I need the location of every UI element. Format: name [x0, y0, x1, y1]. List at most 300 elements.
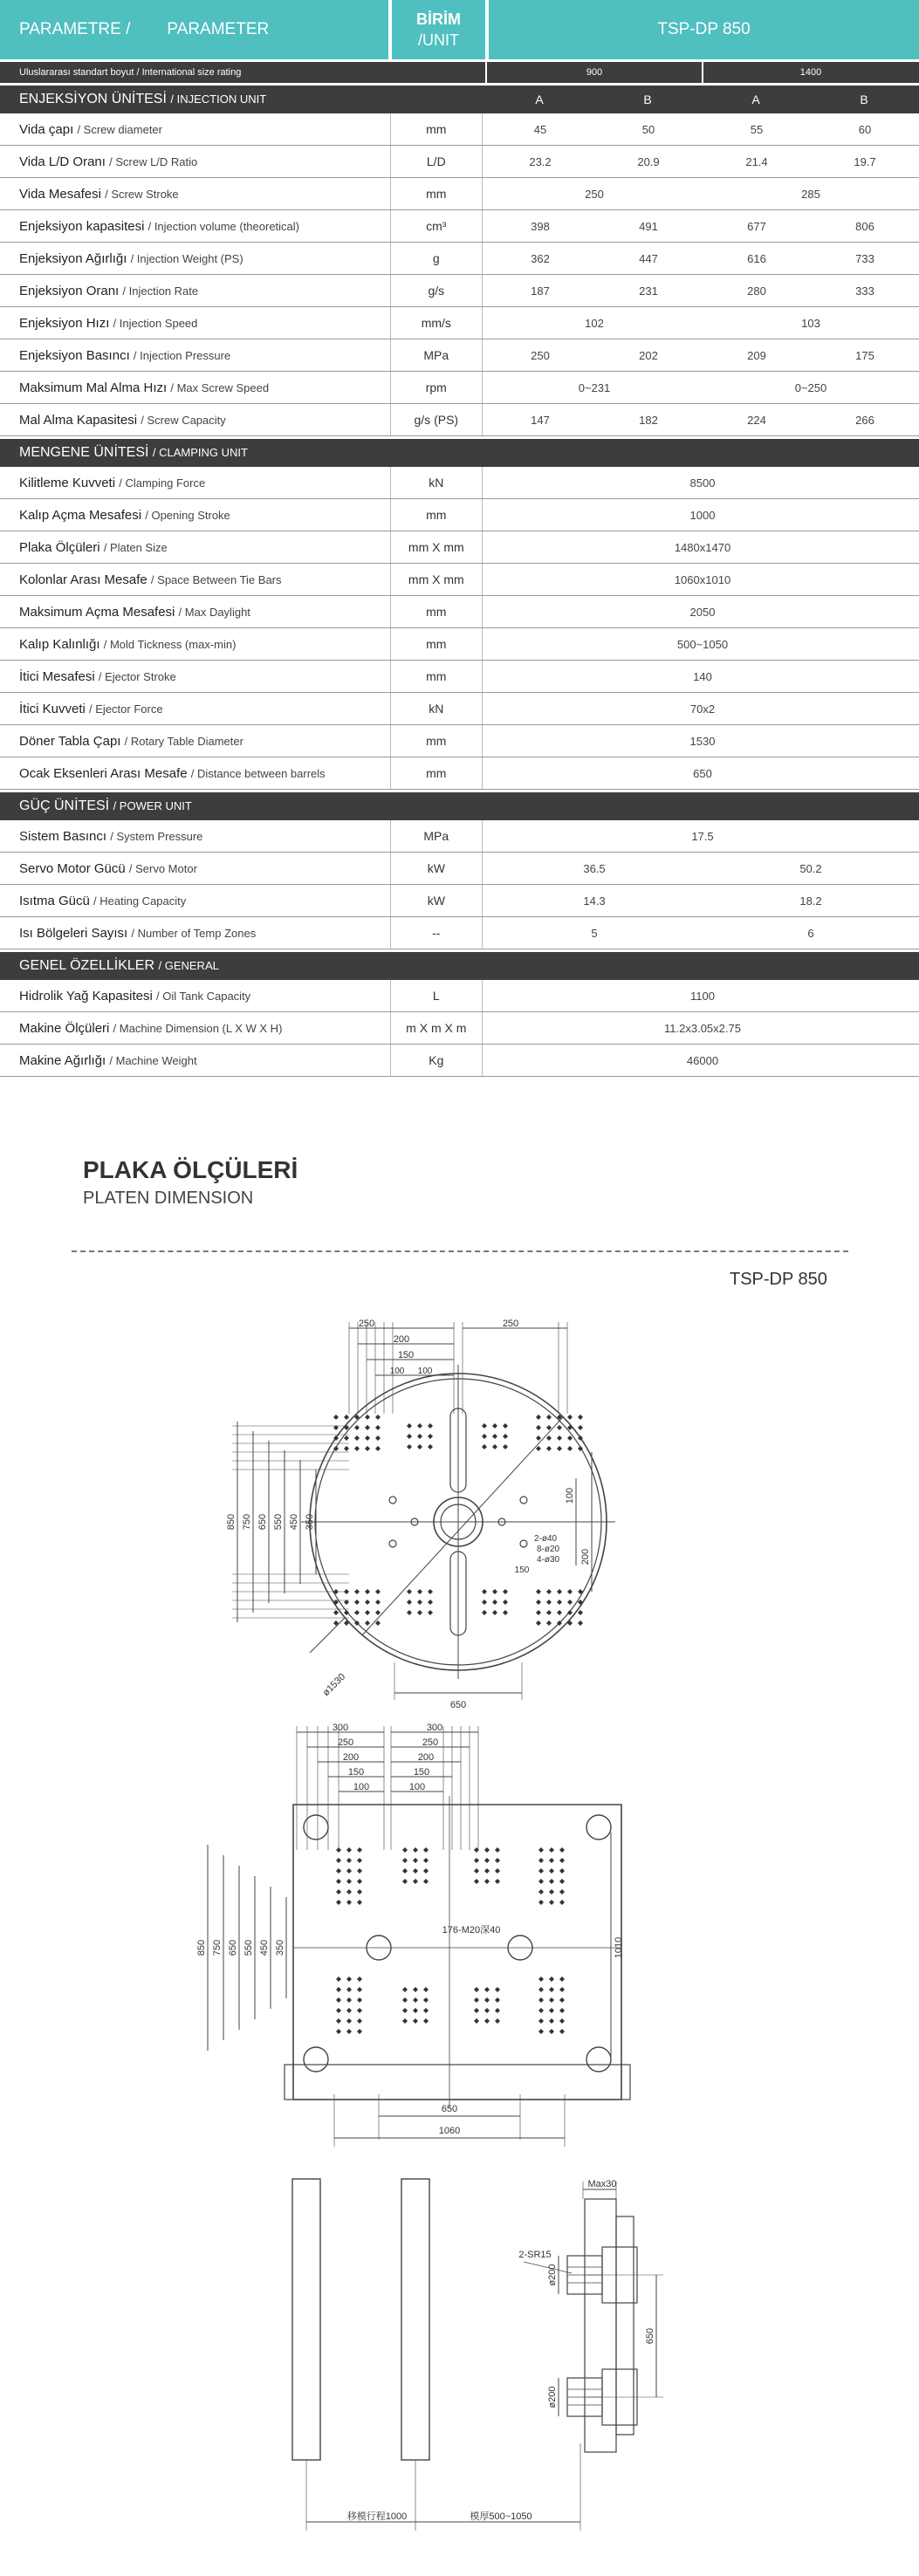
tapped-hole — [423, 1868, 429, 1874]
tapped-hole — [503, 1610, 508, 1615]
row-value: 175 — [855, 348, 874, 362]
tapped-hole — [538, 1889, 544, 1894]
row-value: 1000 — [689, 508, 716, 522]
tapped-hole — [567, 1446, 573, 1451]
dim-top-250: 250 — [422, 1737, 439, 1748]
tapped-hole — [567, 1600, 573, 1605]
dim-left-350: 350 — [275, 1939, 285, 1956]
tapped-hole — [402, 2008, 408, 2013]
tapped-hole — [546, 1600, 552, 1605]
tapped-hole — [495, 1987, 500, 1992]
dim-o200-upper: ø200 — [547, 2264, 558, 2286]
tapped-hole — [538, 2008, 544, 2013]
tapped-hole — [503, 1444, 508, 1449]
row-value: 677 — [747, 219, 766, 233]
dim-top-300: 300 — [426, 1723, 443, 1733]
tapped-hole — [538, 2018, 544, 2024]
row-value: 1060x1010 — [674, 572, 731, 586]
fixed-platen-drawing — [196, 1723, 630, 2147]
row-label-en: / Rotary Table Diameter — [124, 734, 243, 748]
row-label-en: / Injection Speed — [113, 316, 198, 330]
tapped-hole — [484, 1997, 490, 2003]
tapped-hole — [346, 2018, 352, 2024]
row-label-tr: Kalıp Kalınlığı — [19, 636, 100, 652]
barrel-body — [616, 2216, 634, 2435]
tapped-hole — [402, 2018, 408, 2024]
row-label-en: / Screw diameter — [77, 122, 162, 136]
tapped-hole — [549, 1997, 554, 2003]
row-unit: mm — [390, 725, 483, 757]
tapped-hole — [578, 1610, 583, 1615]
section-title-en: / POWER UNIT — [113, 799, 192, 812]
tapped-hole — [417, 1444, 422, 1449]
row-label-en: / Distance between barrels — [190, 766, 326, 780]
row-value: 1480x1470 — [674, 540, 731, 554]
tapped-hole — [538, 1868, 544, 1874]
row-label-tr: Makine Ağırlığı — [19, 1052, 106, 1068]
tapped-hole — [402, 1879, 408, 1884]
tapped-hole — [495, 2018, 500, 2024]
tapped-hole — [484, 1847, 490, 1853]
tapped-hole — [495, 1858, 500, 1863]
dim-left-850: 850 — [196, 1939, 207, 1956]
tapped-hole — [482, 1434, 487, 1439]
row-label-en: / Number of Temp Zones — [131, 926, 257, 940]
dim-max30: Max30 — [587, 2179, 617, 2189]
row-value: 1530 — [689, 734, 716, 748]
tapped-hole — [546, 1620, 552, 1626]
tapped-hole — [482, 1610, 487, 1615]
tapped-hole — [354, 1435, 360, 1441]
row-label-tr: Isıtma Gücü — [19, 893, 90, 908]
tapped-hole — [354, 1446, 360, 1451]
screw-type-col: B — [860, 92, 868, 106]
tapped-hole — [559, 1858, 565, 1863]
row-unit: mm/s — [390, 307, 483, 339]
side-view-drawing — [292, 2179, 663, 2531]
tapped-hole — [344, 1435, 349, 1441]
tapped-hole — [333, 1415, 339, 1420]
row-value: 202 — [639, 348, 658, 362]
section-title-en: / INJECTION UNIT — [170, 92, 267, 106]
tapped-hole — [538, 1847, 544, 1853]
row-unit: kW — [390, 885, 483, 916]
tapped-hole — [559, 1847, 565, 1853]
dim-right-100: 100 — [565, 1487, 575, 1504]
row-label-en: / System Pressure — [110, 829, 203, 843]
dim-left-650: 650 — [228, 1939, 238, 1956]
row-unit: g/s — [390, 275, 483, 306]
row-value: 362 — [531, 251, 550, 265]
dim-bottom-650: 650 — [449, 1700, 467, 1710]
row-value: 333 — [855, 284, 874, 298]
screw-type-col: A — [751, 92, 760, 106]
tapped-hole — [484, 1858, 490, 1863]
note-hole-pattern: 176-M20深40 — [442, 1925, 501, 1935]
tapped-hole — [538, 1987, 544, 1992]
tapped-hole — [357, 1977, 362, 1982]
row-unit: mm — [390, 628, 483, 660]
row-value: 733 — [855, 251, 874, 265]
dim-150: 150 — [514, 1565, 530, 1575]
diameter-leader — [310, 1618, 345, 1653]
row-value: 147 — [531, 413, 550, 427]
row-label-en: / Opening Stroke — [145, 508, 230, 522]
row-value: 280 — [747, 284, 766, 298]
dim-right-1010: 1010 — [614, 1936, 624, 1959]
tapped-hole — [549, 1847, 554, 1853]
tapped-hole — [423, 1858, 429, 1863]
tapped-hole — [413, 1997, 418, 2003]
row-value: 650 — [693, 766, 712, 780]
dim-left-650: 650 — [257, 1513, 268, 1531]
row-unit: mm — [390, 596, 483, 627]
tapped-hole — [375, 1610, 381, 1615]
bolt-hole — [389, 1497, 396, 1504]
row-unit: MPa — [390, 339, 483, 371]
tapped-hole — [495, 1879, 500, 1884]
dim-bottom-stroke: 移模行程1000 — [346, 2511, 408, 2522]
tapped-hole — [413, 2018, 418, 2024]
tapped-hole — [365, 1620, 370, 1626]
row-value: 70x2 — [689, 702, 716, 716]
row-label-en: / Screw Capacity — [141, 413, 226, 427]
tapped-hole — [357, 1987, 362, 1992]
tapped-hole — [423, 1879, 429, 1884]
row-label-en: / Ejector Force — [89, 702, 163, 716]
dim-top-100: 100 — [408, 1782, 426, 1792]
row-value: 8500 — [689, 476, 716, 490]
row-value: 55 — [750, 122, 764, 136]
row-label-en: / Injection Weight (PS) — [130, 251, 243, 265]
tie-bar-hole — [586, 2047, 611, 2072]
barrel-housing — [585, 2199, 616, 2452]
moving-platen-rotary-drawing — [226, 1319, 615, 1710]
row-label-en: / Max Daylight — [178, 605, 250, 619]
section-title-en: / CLAMPING UNIT — [152, 446, 248, 459]
row-value: 103 — [801, 316, 820, 330]
tapped-hole — [495, 2008, 500, 2013]
tapped-hole — [567, 1435, 573, 1441]
tapped-hole — [546, 1446, 552, 1451]
row-value: 187 — [531, 284, 550, 298]
tapped-hole — [492, 1610, 497, 1615]
tapped-hole — [484, 1987, 490, 1992]
tapped-hole — [346, 1868, 352, 1874]
tapped-hole — [402, 1868, 408, 1874]
row-label-tr: Ocak Eksenleri Arası Mesafe — [19, 765, 188, 781]
row-label-en: / Screw L/D Ratio — [109, 154, 198, 168]
tapped-hole — [474, 1858, 479, 1863]
tapped-hole — [346, 2008, 352, 2013]
tapped-hole — [559, 2018, 565, 2024]
dim-top-300: 300 — [332, 1723, 349, 1733]
row-value: 50 — [641, 122, 655, 136]
tapped-hole — [536, 1589, 541, 1594]
tapped-hole — [474, 1987, 479, 1992]
dim-left-850: 850 — [226, 1513, 237, 1531]
dim-top-100: 100 — [353, 1782, 370, 1792]
note-2-sr15: 2-SR15 — [518, 2250, 552, 2260]
tapped-hole — [559, 1987, 565, 1992]
tapped-hole — [546, 1425, 552, 1430]
row-value: 18.2 — [799, 894, 822, 908]
tapped-hole — [557, 1589, 562, 1594]
tapped-hole — [549, 1889, 554, 1894]
tapped-hole — [495, 1868, 500, 1874]
tapped-hole — [559, 1879, 565, 1884]
tapped-hole — [559, 2029, 565, 2034]
row-value: 140 — [693, 669, 712, 683]
row-value: 5 — [591, 926, 598, 940]
tapped-hole — [557, 1600, 562, 1605]
row-label-tr: Kolonlar Arası Mesafe — [19, 572, 147, 587]
dim-top-200: 200 — [393, 1334, 410, 1345]
section-title-tr: ENJEKSİYON ÜNİTESİ — [19, 92, 167, 106]
dim-top-150: 150 — [347, 1767, 365, 1778]
tapped-hole — [538, 1879, 544, 1884]
dim-650: 650 — [645, 2327, 655, 2345]
row-unit: m X m X m — [390, 1012, 483, 1044]
row-label-tr: Enjeksiyon Basıncı — [19, 347, 130, 363]
row-unit: rpm — [390, 372, 483, 403]
row-label-tr: Hidrolik Yağ Kapasitesi — [19, 988, 153, 1004]
dim-diameter: ø1530 — [320, 1671, 348, 1699]
dim-top-100: 100 — [417, 1367, 433, 1376]
row-label-tr: Enjeksiyon Oranı — [19, 283, 120, 298]
platen-subtitle: PLATEN DIMENSION — [83, 1189, 254, 1208]
row-unit: L/D — [390, 146, 483, 177]
tapped-hole — [354, 1600, 360, 1605]
header-unit-tr: BİRİM — [416, 10, 461, 28]
tapped-hole — [413, 1858, 418, 1863]
tapped-hole — [536, 1610, 541, 1615]
tapped-hole — [407, 1610, 412, 1615]
row-label-en: / Screw Stroke — [105, 187, 179, 201]
row-label-en: / Heating Capacity — [93, 894, 187, 908]
tapped-hole — [495, 1847, 500, 1853]
tapped-hole — [474, 1997, 479, 2003]
tapped-hole — [346, 1889, 352, 1894]
dim-top-250: 250 — [502, 1319, 519, 1329]
tapped-hole — [357, 1997, 362, 2003]
bolt-hole — [389, 1540, 396, 1547]
tapped-hole — [428, 1610, 433, 1615]
tapped-hole — [365, 1589, 370, 1594]
row-label-tr: Kilitleme Kuvveti — [19, 475, 116, 490]
tapped-hole — [536, 1620, 541, 1626]
tapped-hole — [492, 1423, 497, 1428]
moving-platen-side — [292, 2179, 320, 2460]
header-param-en: PARAMETER — [167, 20, 270, 38]
dim-left-750: 750 — [212, 1939, 223, 1956]
tapped-hole — [336, 2018, 341, 2024]
tapped-hole — [503, 1423, 508, 1428]
row-value: 21.4 — [745, 154, 768, 168]
tapped-hole — [538, 1900, 544, 1905]
tapped-hole — [354, 1425, 360, 1430]
tapped-hole — [557, 1425, 562, 1430]
row-label-tr: Mal Alma Kapasitesi — [19, 412, 138, 428]
row-unit: kN — [390, 693, 483, 724]
tapped-hole — [346, 1879, 352, 1884]
tapped-hole — [333, 1610, 339, 1615]
tapped-hole — [336, 2008, 341, 2013]
row-label-en: / Clamping Force — [119, 476, 206, 490]
tapped-hole — [417, 1610, 422, 1615]
tapped-hole — [578, 1620, 583, 1626]
row-label-en: / Max Screw Speed — [170, 380, 270, 394]
row-label-tr: Vida L/D Oranı — [19, 154, 106, 169]
tapped-hole — [549, 1900, 554, 1905]
row-value: 50.2 — [799, 861, 822, 875]
tapped-hole — [336, 1889, 341, 1894]
row-unit: mm — [390, 113, 483, 145]
tapped-hole — [536, 1415, 541, 1420]
row-label-en: / Oil Tank Capacity — [156, 989, 251, 1003]
tapped-hole — [346, 1977, 352, 1982]
row-label-en: / Space Between Tie Bars — [150, 572, 282, 586]
row-unit: g — [390, 243, 483, 274]
tapped-hole — [474, 2018, 479, 2024]
tapped-hole — [492, 1434, 497, 1439]
tapped-hole — [428, 1444, 433, 1449]
section-title-en: / GENERAL — [158, 959, 219, 972]
tapped-hole — [474, 1868, 479, 1874]
tapped-hole — [344, 1610, 349, 1615]
dim-top-100: 100 — [389, 1367, 405, 1376]
tapped-hole — [357, 2018, 362, 2024]
dim-left-350: 350 — [305, 1513, 315, 1531]
dim-left-550: 550 — [243, 1939, 254, 1956]
dim-top-200: 200 — [417, 1752, 435, 1763]
row-value: 616 — [747, 251, 766, 265]
fixed-platen-side — [401, 2179, 429, 2460]
header-param-tr: PARAMETRE / — [19, 20, 131, 38]
tapped-hole — [365, 1446, 370, 1451]
row-unit: Kg — [390, 1045, 483, 1076]
tapped-hole — [492, 1589, 497, 1594]
platen-outline — [293, 1805, 621, 2100]
row-label-tr: Döner Tabla Çapı — [19, 733, 121, 749]
tapped-hole — [536, 1435, 541, 1441]
row-value: 45 — [533, 122, 547, 136]
tapped-hole — [559, 1977, 565, 1982]
dim-left-450: 450 — [259, 1939, 270, 1956]
tapped-hole — [336, 1858, 341, 1863]
tapped-hole — [559, 2008, 565, 2013]
tapped-hole — [567, 1415, 573, 1420]
section-title-tr: MENGENE ÜNİTESİ — [19, 445, 149, 460]
row-label-tr: Servo Motor Gücü — [19, 860, 126, 876]
row-value: 250 — [531, 348, 550, 362]
row-unit: kN — [390, 467, 483, 498]
tapped-hole — [484, 1868, 490, 1874]
row-value: 806 — [855, 219, 874, 233]
tapped-hole — [536, 1446, 541, 1451]
row-unit: L — [390, 980, 483, 1011]
tapped-hole — [346, 2029, 352, 2034]
tapped-hole — [413, 1987, 418, 1992]
row-label-en: / Injection volume (theoretical) — [147, 219, 300, 233]
tie-bar-hole — [586, 1815, 611, 1840]
tapped-hole — [549, 1987, 554, 1992]
dim-top-150: 150 — [413, 1767, 430, 1778]
row-label-en: / Platen Size — [103, 540, 168, 554]
tapped-hole — [567, 1589, 573, 1594]
tapped-hole — [375, 1415, 381, 1420]
row-unit: mm — [390, 499, 483, 531]
row-value: 182 — [639, 413, 658, 427]
tapped-hole — [346, 1858, 352, 1863]
row-unit: -- — [390, 917, 483, 949]
row-label-tr: Enjeksiyon kapasitesi — [19, 218, 145, 234]
intl-size-1400: 1400 — [702, 62, 918, 83]
dim-right-200: 200 — [580, 1548, 591, 1565]
tapped-hole — [407, 1589, 412, 1594]
dim-o200-lower: ø200 — [547, 2386, 558, 2408]
tapped-hole — [503, 1600, 508, 1605]
tapped-hole — [365, 1600, 370, 1605]
tapped-hole — [549, 1858, 554, 1863]
tapped-hole — [357, 1858, 362, 1863]
tapped-hole — [402, 1987, 408, 1992]
dim-bottom-650: 650 — [441, 2104, 458, 2114]
tapped-hole — [344, 1415, 349, 1420]
row-value: 46000 — [686, 1053, 719, 1067]
tapped-hole — [559, 1997, 565, 2003]
tapped-hole — [484, 1879, 490, 1884]
tapped-hole — [346, 1847, 352, 1853]
row-value: 224 — [747, 413, 766, 427]
tapped-hole — [407, 1600, 412, 1605]
tapped-hole — [549, 2018, 554, 2024]
screw-type-col: B — [643, 92, 652, 106]
platen-foot — [285, 2065, 630, 2100]
tapped-hole — [482, 1444, 487, 1449]
tapped-hole — [559, 1900, 565, 1905]
row-label-en: / Injection Pressure — [133, 348, 231, 362]
tapped-hole — [557, 1610, 562, 1615]
header-unit-en: /UNIT — [418, 31, 459, 49]
dim-left-550: 550 — [273, 1513, 284, 1531]
intl-size-label: Uluslararası standart boyut / International size rating — [19, 67, 242, 78]
header-model: TSP-DP 850 — [489, 0, 919, 59]
row-unit: mm — [390, 661, 483, 692]
tapped-hole — [354, 1610, 360, 1615]
row-unit: mm — [390, 178, 483, 209]
tapped-hole — [538, 2029, 544, 2034]
row-value: 0~250 — [794, 380, 827, 394]
row-value: 11.2x3.05x2.75 — [664, 1021, 741, 1035]
tapped-hole — [503, 1434, 508, 1439]
row-unit: cm³ — [390, 210, 483, 242]
dim-bottom-1060: 1060 — [438, 2126, 461, 2136]
tapped-hole — [546, 1415, 552, 1420]
tapped-hole — [423, 1997, 429, 2003]
tapped-hole — [407, 1444, 412, 1449]
dim-left-750: 750 — [242, 1513, 252, 1531]
tapped-hole — [357, 1900, 362, 1905]
row-label-tr: Isı Bölgeleri Sayısı — [19, 925, 128, 941]
tapped-hole — [492, 1444, 497, 1449]
tapped-hole — [336, 1900, 341, 1905]
row-value: 20.9 — [637, 154, 660, 168]
tapped-hole — [375, 1435, 381, 1441]
tapped-hole — [375, 1446, 381, 1451]
tapped-hole — [413, 1847, 418, 1853]
row-label-tr: Maksimum Mal Alma Hızı — [19, 380, 168, 395]
